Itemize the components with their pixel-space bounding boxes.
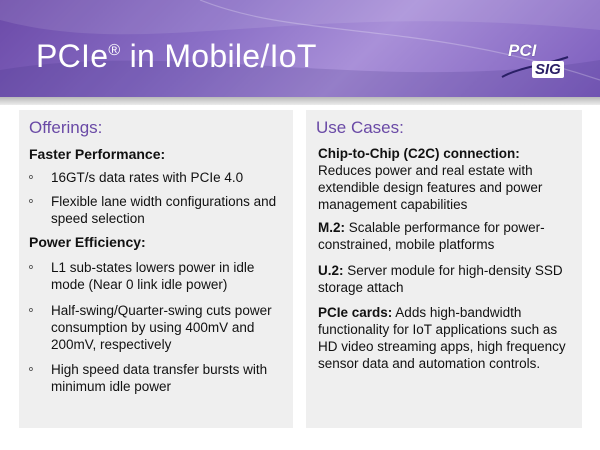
logo-sig-text: SIG bbox=[532, 61, 564, 78]
bullet-circle-icon: o bbox=[29, 174, 33, 181]
bullet-circle-icon: o bbox=[29, 366, 33, 373]
bullet-circle-icon: o bbox=[29, 198, 33, 205]
offerings-heading: Offerings: bbox=[29, 118, 103, 137]
use-cases-heading: Use Cases: bbox=[316, 118, 404, 137]
logo-pci-text: PCI bbox=[508, 41, 537, 60]
bullet-circle-icon: o bbox=[29, 307, 33, 314]
use-case-c2c: Chip-to-Chip (C2C) connection: Reduces power and real estate with extendible design features and power management capabilities bbox=[318, 146, 543, 212]
slide-title: PCIe® in Mobile/IoT bbox=[36, 38, 317, 74]
bullet-circle-icon: o bbox=[29, 264, 33, 271]
pci-sig-logo bbox=[500, 41, 570, 83]
use-cases-panel bbox=[306, 110, 582, 428]
use-case-u2: U.2: Server module for high-density SSD storage attach bbox=[318, 263, 563, 295]
offerings-panel: Offerings: Faster Performance: o 16GT/s data rates with PCIe 4.0 o Flexible lane width configurations and speed selection Power Efficiency: o L1 sub-states lowers power in idle mode (Near 0 link idle power) o Half-swing/Quarter-swing cuts power consumption by using 400mV and 200mV, respectively o High speed data transfer bursts with minimum idle power bbox=[19, 110, 293, 428]
use-case-pcie-cards: PCIe cards: Adds high-bandwidth functionality for IoT applications such as HD video streaming apps, high frequency sensor data and automation controls. bbox=[318, 305, 566, 371]
power-efficiency-heading: Power Efficiency: bbox=[29, 234, 146, 250]
slide-header bbox=[0, 0, 600, 97]
faster-performance-heading: Faster Performance: bbox=[29, 146, 166, 162]
use-case-m2: M.2: Scalable performance for power-constrained, mobile platforms bbox=[318, 220, 545, 252]
header-divider bbox=[0, 97, 600, 105]
